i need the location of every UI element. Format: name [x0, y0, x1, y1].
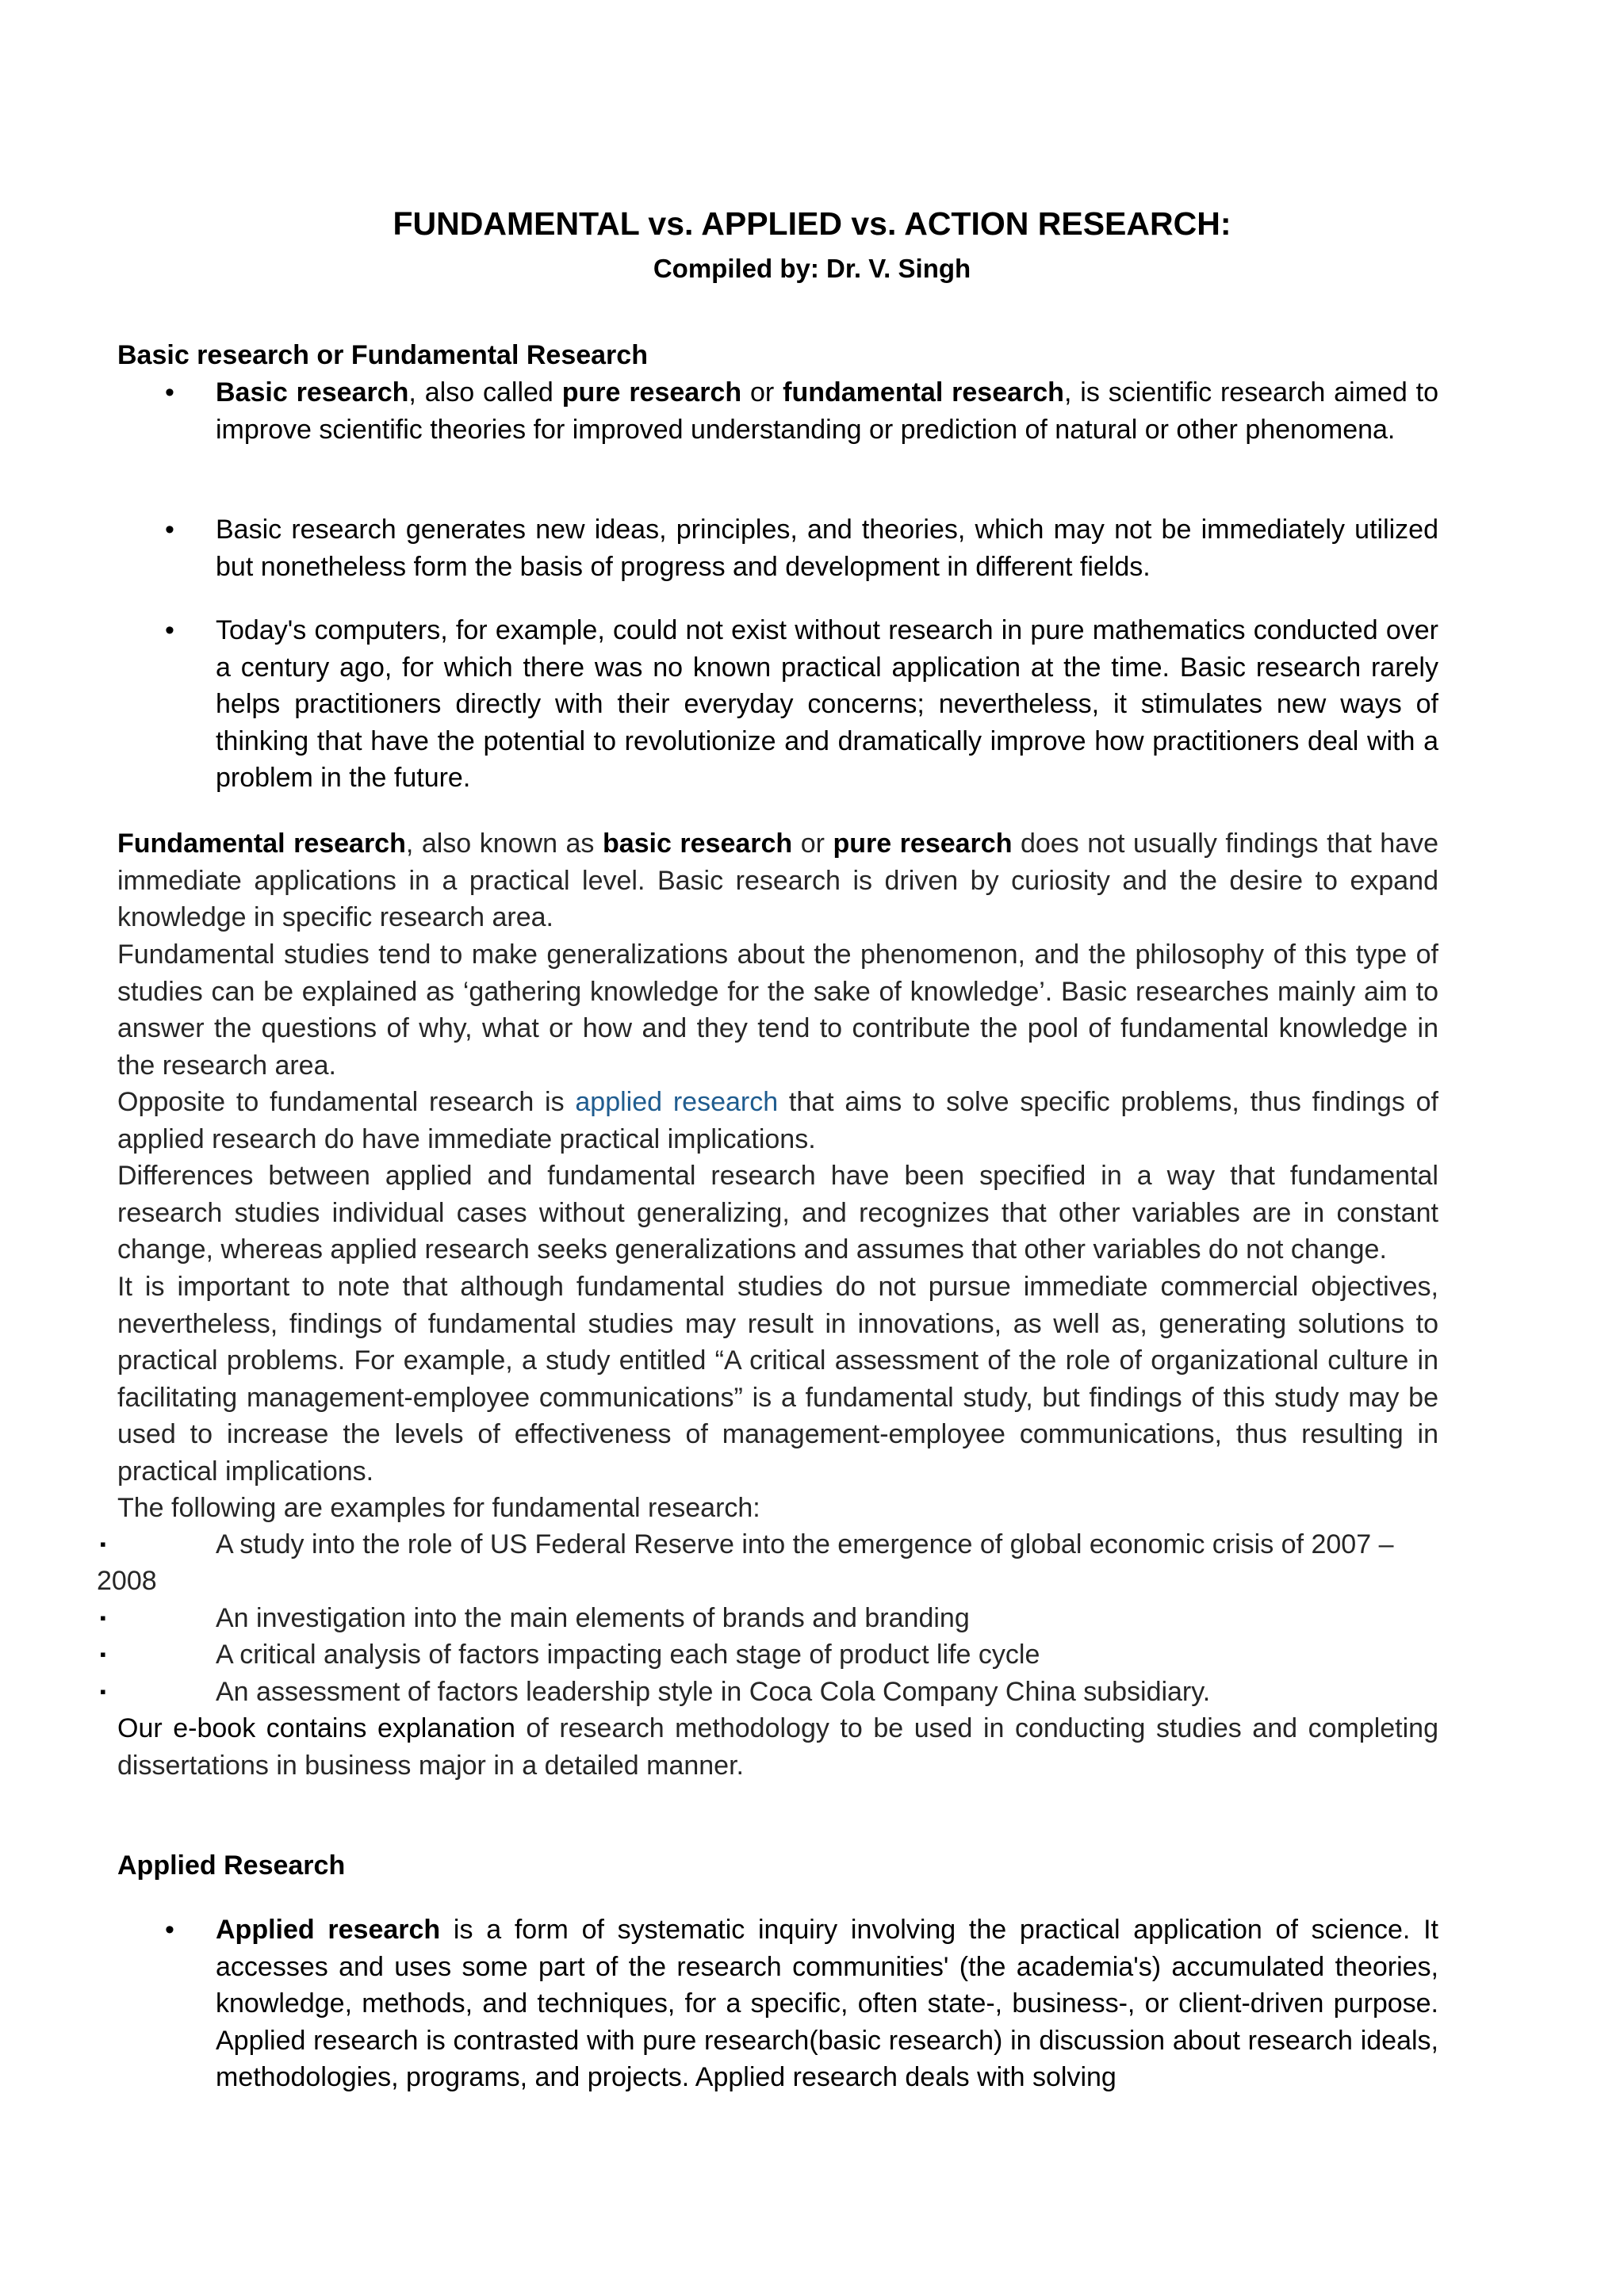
bullet-marker: •: [165, 1915, 174, 1945]
bullet-applied-definition: [216, 1911, 1438, 2095]
text-span: of research methodology to be used in conducting studies and completing dissertations in business major in a detailed manner.: [117, 1713, 1438, 1781]
text-span: or: [792, 828, 833, 859]
text-span: is a form of systematic inquiry involving the practical application of science. It accesses and uses some part of the research communities' (the academia's) accumulated theories, knowledge, methods, and techniques, for a specific, often state-, business-, or client-driven purpose. Applied research is contrasted with pure research(basic research) in discussion about research ideals, methodologies, programs, and projects. Applied research deals with solving: [216, 1915, 1438, 2092]
bold-term: fundamental research: [783, 377, 1064, 408]
ebook-link[interactable]: Our e-book contains explanation: [117, 1713, 515, 1743]
square-bullet: ▪: [100, 1608, 106, 1628]
bold-term: Applied research: [216, 1915, 441, 1945]
text-span: or: [741, 377, 783, 408]
section-heading-applied-research: Applied Research: [117, 1850, 346, 1881]
text-span: , is scientific research aimed to improve scientific theories for improved understanding or prediction of natural or other phenomena.: [216, 377, 1439, 445]
text-span: Opposite to fundamental research is: [117, 1087, 576, 1117]
text-span: , also called: [408, 377, 562, 408]
applied-research-link[interactable]: applied research: [575, 1087, 779, 1117]
paragraph-commercial-objectives: It is important to note that although fundamental studies do not pursue immediate commercial objectives, nevertheless, findings of fundamental studies may result in innovations, as well as, generating solutions to practical problems. For example, a study entitled “A critical assessment of the role of organizational culture in facilitating management-employee communications” is a fundamental study, but findings of this study may be used to increase the levels of effectiveness of management-employee communications, thus resulting in practical implications.: [117, 1272, 1438, 1487]
paragraph-ebook: [117, 1710, 1438, 1784]
bold-term: basic research: [602, 828, 793, 859]
bold-term: Fundamental research: [117, 828, 406, 859]
bullet-marker: •: [165, 377, 174, 408]
square-bullet: ▪: [100, 1682, 106, 1701]
paragraph-fundamental-research: [117, 825, 1438, 936]
square-bullet: ▪: [100, 1644, 106, 1664]
example-item: An investigation into the main elements of brands and branding: [216, 1603, 970, 1633]
page-title: FUNDAMENTAL vs. APPLIED vs. ACTION RESEARCH:: [393, 205, 1231, 242]
section-heading-basic-research: Basic research or Fundamental Research: [117, 340, 648, 370]
bold-term: pure research: [561, 377, 742, 408]
paragraph-opposite-applied: [117, 1084, 1438, 1158]
text-span: does not usually findings that have immediate applications in a practical level. Basic research is driven by curiosity and the desire to expand knowledge in specific research area.: [117, 828, 1439, 932]
paragraph-generalizations: Fundamental studies tend to make generalizations about the phenomenon, and the philosophy of this type of studies can be explained as ‘gathering knowledge for the sake of knowledge’. Basic researches mainly aim to answer the questions of why, what or how and they tend to contribute the pool of fundamental knowledge in the research area.: [117, 939, 1438, 1081]
text-span: that aims to solve specific problems, thus findings of applied research do have immediate practical implications.: [117, 1087, 1438, 1154]
text-span: , also known as: [405, 828, 603, 859]
bullet-marker: •: [165, 615, 174, 645]
bullet-basic-definition: [216, 374, 1438, 448]
bold-term: Basic research: [216, 377, 409, 408]
compiled-by: Compiled by: Dr. V. Singh: [653, 254, 971, 283]
paragraph-differences: Differences between applied and fundamental research have been specified in a way that fundamental research studies individual cases without generalizing, and recognizes that other variables are in constant change, whereas applied research seeks generalizations and assumes that other variables do not change.: [117, 1161, 1438, 1265]
bullet-computers-example: Today's computers, for example, could not exist without research in pure mathematics conducted over a century ago, for which there was no known practical application at the time. Basic research rarely helps practitioners directly with their everyday concerns; nevertheless, it stimulates new ways of thinking that have the potential to revolutionize and dramatically improve how practitioners deal with a problem in the future.: [216, 615, 1438, 793]
example-item: A critical analysis of factors impacting each stage of product life cycle: [216, 1640, 1040, 1670]
bullet-marker: •: [165, 515, 174, 545]
square-bullet: ▪: [100, 1534, 106, 1554]
example-item: An assessment of factors leadership style in Coca Cola Company China subsidiary.: [216, 1677, 1211, 1707]
examples-intro: The following are examples for fundamental research:: [117, 1493, 760, 1523]
bold-term: pure research: [833, 828, 1013, 859]
example-item: A study into the role of US Federal Reserve into the emergence of global economic crisis of 2007 –: [216, 1529, 1394, 1559]
bullet-new-ideas: Basic research generates new ideas, principles, and theories, which may not be immediately utilized but nonetheless form the basis of progress and development in different fields.: [216, 515, 1438, 582]
example-item-continuation: 2008: [97, 1566, 157, 1596]
